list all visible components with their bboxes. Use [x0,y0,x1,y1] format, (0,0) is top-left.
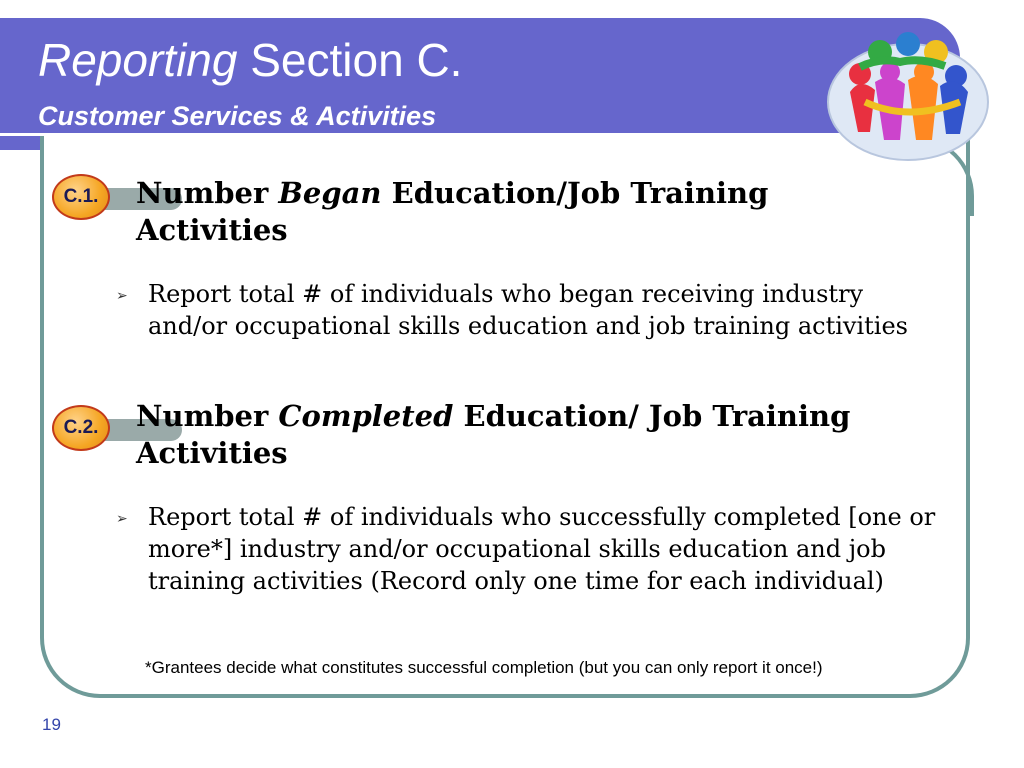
section-c2-heading [136,398,946,472]
slide-title-rest: Section C. [237,34,463,86]
section-c2-heading-em: Completed [278,399,454,433]
section-c1-heading-pre: Number [136,176,279,210]
section-c2-badge: C.2. [52,405,110,451]
slide-subtitle: Customer Services & Activities [38,101,437,131]
slide-title-italic: Reporting [38,34,238,86]
section-c1-heading [136,175,896,249]
section-c2-bullet: Report total # of individuals who successfully completed [one or more*] industry and/or occupational skills education and job training activities (Record only one time for each individual) [148,503,936,595]
arrow-bullet-icon: ➢ [116,511,128,527]
arrow-bullet-icon: ➢ [116,288,128,304]
section-c2-heading-post: Education/ Job Training Activities [136,399,851,470]
section-c1-badge-group [52,174,142,224]
section-c1-badge: C.1. [52,174,110,220]
page-number: 19 [42,715,61,734]
people-group-circle-icon [820,22,996,162]
section-c1-heading-post: Education/Job Training Activities [136,176,769,247]
section-c2-heading-pre: Number [136,399,279,433]
section-c1-heading-em: Began [278,176,382,210]
footnote: *Grantees decide what constitutes successful completion (but you can only report it once!) [145,658,823,677]
section-c1-bullet: Report total # of individuals who began receiving industry and/or occupational skills education and job training activities [148,280,908,340]
slide-title [38,34,462,86]
section-c2-badge-group [52,405,142,455]
